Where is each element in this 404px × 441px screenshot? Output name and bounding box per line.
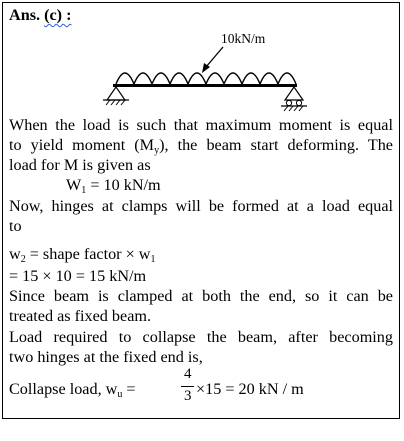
para-line-3: load for M is given as <box>9 156 151 174</box>
collapse-load-label: Collapse load, $w_u$ = <box>9 380 136 400</box>
answer-card <box>2 2 400 419</box>
beam-diagram <box>3 3 401 123</box>
para-line-2: to yield moment $(M_y)$, the beam start deforming. The <box>9 136 393 156</box>
fraction-bar <box>181 386 194 387</box>
para-line-10: treated as fixed beam. <box>9 307 152 325</box>
beam <box>113 84 297 87</box>
left-support <box>103 87 129 105</box>
right-support <box>281 87 307 111</box>
para-line-11: Load required to collapse the beam, after becoming <box>9 328 393 346</box>
para-line-12: two hinges at the fixed end is, <box>9 348 203 366</box>
answer-prefix: Ans. <box>9 6 45 24</box>
equation-w2: $w_2$ = shape factor × $w_1$ <box>9 245 156 265</box>
load-arrow <box>206 47 223 67</box>
para-line-6: to <box>9 217 22 235</box>
collapse-load-result: ×15 = 20 kN / m <box>196 380 304 398</box>
para-line-1: When the load is such that maximum moment is equal <box>9 116 393 134</box>
fraction-denominator: 3 <box>184 388 192 404</box>
para-line-5: Now, hinges at clamps will be formed at a load equal <box>9 197 393 215</box>
equation-result: = 15 × 10 = 15 kN/m <box>9 267 147 285</box>
fraction-numerator: 4 <box>184 366 192 382</box>
udl-arches <box>116 73 296 84</box>
load-label: 10kN/m <box>221 31 266 46</box>
para-line-9: Since beam is clamped at both the end, so it can be <box>9 287 393 305</box>
equation-w1: $W_1 = 10$ kN/m <box>66 176 161 196</box>
answer-option: (c) : <box>44 6 72 24</box>
